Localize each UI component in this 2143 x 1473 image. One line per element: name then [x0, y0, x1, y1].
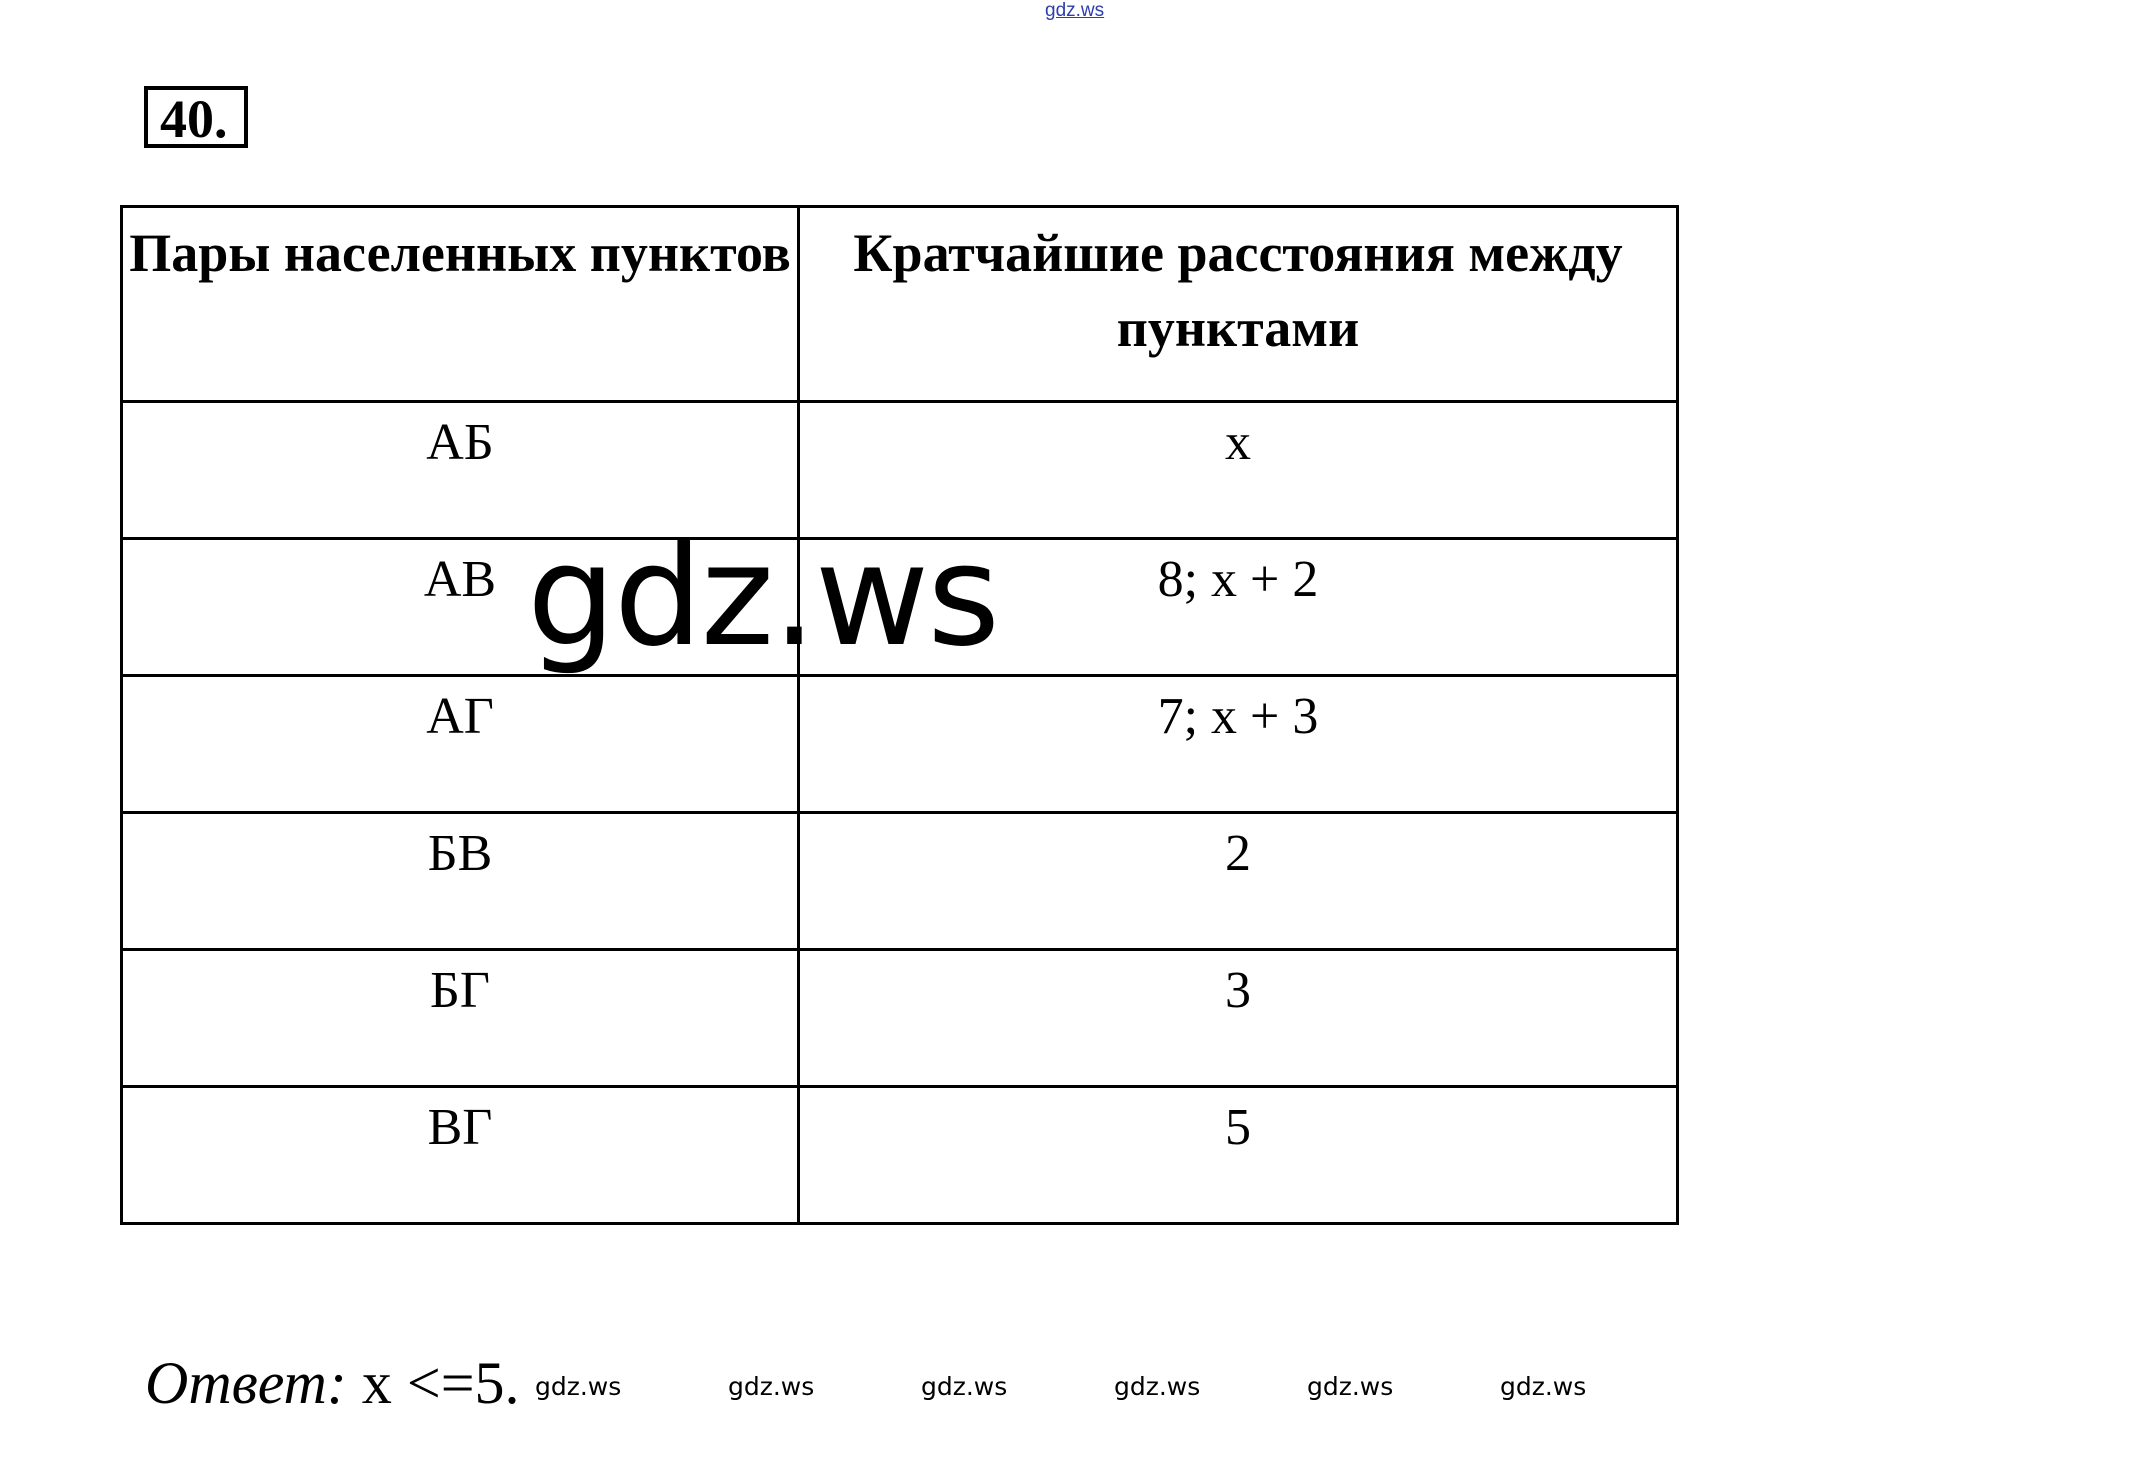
table-row [122, 950, 1678, 1087]
pair-cell: ВГ [122, 1087, 799, 1224]
distance-table [120, 205, 1679, 1225]
footer-watermark: gdz.ws [535, 1372, 622, 1401]
header-pairs: Пары населенных пунктов [122, 207, 799, 402]
distance-cell: 5 [799, 1087, 1678, 1224]
answer-value: x <=5. [361, 1350, 520, 1416]
pair-cell: АВ [122, 539, 799, 676]
footer-watermark: gdz.ws [1307, 1372, 1394, 1401]
problem-number: 40. [144, 86, 248, 148]
distance-cell: x [799, 402, 1678, 539]
pair-cell: БГ [122, 950, 799, 1087]
footer-watermark: gdz.ws [728, 1372, 815, 1401]
footer-watermark: gdz.ws [1114, 1372, 1201, 1401]
table-row [122, 1087, 1678, 1224]
distance-cell: 8; x + 2 [799, 539, 1678, 676]
distance-cell: 2 [799, 813, 1678, 950]
table-header-row [122, 207, 1678, 402]
center-watermark: gdz.ws [527, 515, 999, 678]
table-row [122, 813, 1678, 950]
header-distances: Кратчайшие расстояния между пунктами [799, 207, 1678, 402]
pair-cell: АГ [122, 676, 799, 813]
pair-cell: АБ [122, 402, 799, 539]
answer-label: Ответ: [145, 1350, 347, 1416]
footer-watermark: gdz.ws [1500, 1372, 1587, 1401]
distance-cell: 7; x + 3 [799, 676, 1678, 813]
table-row [122, 676, 1678, 813]
distance-cell: 3 [799, 950, 1678, 1087]
top-watermark: gdz.ws [1045, 0, 1105, 21]
footer-watermark: gdz.ws [921, 1372, 1008, 1401]
pair-cell: БВ [122, 813, 799, 950]
answer-line [145, 1348, 520, 1418]
